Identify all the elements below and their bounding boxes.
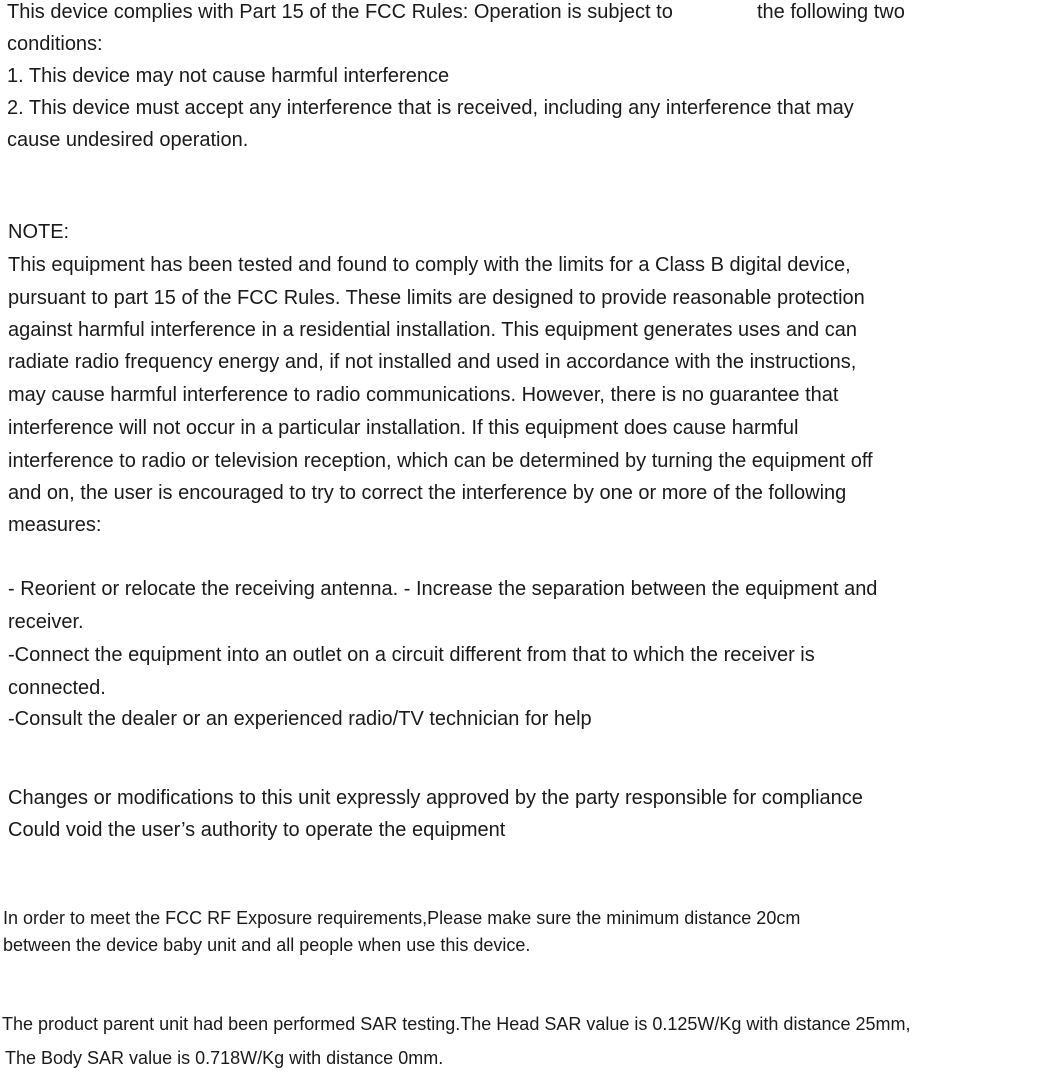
sar-line: The Body SAR value is 0.718W/Kg with distance 0mm. xyxy=(5,1048,444,1068)
changes-line: Could void the user’s authority to operate the equipment xyxy=(8,819,506,841)
compliance-line-1a: This device complies with Part 15 of the FCC Rules: Operation is subject to xyxy=(7,1,673,23)
note-line: measures: xyxy=(8,514,102,536)
note-line: and on, the user is encouraged to try to correct the interference by one or more of the following xyxy=(8,482,847,504)
measure-line: - Reorient or relocate the receiving antenna. - Increase the separation between the equipment and xyxy=(8,578,878,600)
changes-line: Changes or modifications to this unit expressly approved by the party responsible for compliance xyxy=(8,787,863,809)
note-heading: NOTE: xyxy=(8,221,70,243)
rf-exposure-line: In order to meet the FCC RF Exposure requirements,Please make sure the minimum distance 20cm xyxy=(3,908,801,928)
note-line: interference to radio or television reception, which can be determined by turning the equipment off xyxy=(8,450,873,472)
note-line: This equipment has been tested and found to comply with the limits for a Class B digital device, xyxy=(8,254,851,276)
measure-line: -Consult the dealer or an experienced radio/TV technician for help xyxy=(8,708,592,730)
sar-line: The product parent unit had been performed SAR testing.The Head SAR value is 0.125W/Kg with distance 25mm, xyxy=(2,1014,911,1034)
compliance-line-4: 2. This device must accept any interference that is received, including any interference that may xyxy=(7,97,854,119)
compliance-line-5: cause undesired operation. xyxy=(7,129,249,151)
compliance-line-1b: the following two xyxy=(757,1,905,23)
measure-line: connected. xyxy=(8,677,106,699)
measure-line: receiver. xyxy=(8,611,84,633)
compliance-line-3: 1. This device may not cause harmful interference xyxy=(7,65,450,87)
note-line: interference will not occur in a particular installation. If this equipment does cause harmful xyxy=(8,417,799,439)
note-line: against harmful interference in a residential installation. This equipment generates uses and can xyxy=(8,319,858,341)
rf-exposure-line: between the device baby unit and all people when use this device. xyxy=(3,935,531,955)
compliance-line-2: conditions: xyxy=(7,33,103,55)
note-line: pursuant to part 15 of the FCC Rules. These limits are designed to provide reasonable protection xyxy=(8,287,865,309)
note-line: radiate radio frequency energy and, if not installed and used in accordance with the instructions, xyxy=(8,351,857,373)
note-line: may cause harmful interference to radio communications. However, there is no guarantee that xyxy=(8,384,839,406)
measure-line: -Connect the equipment into an outlet on a circuit different from that to which the receiver is xyxy=(8,644,815,666)
